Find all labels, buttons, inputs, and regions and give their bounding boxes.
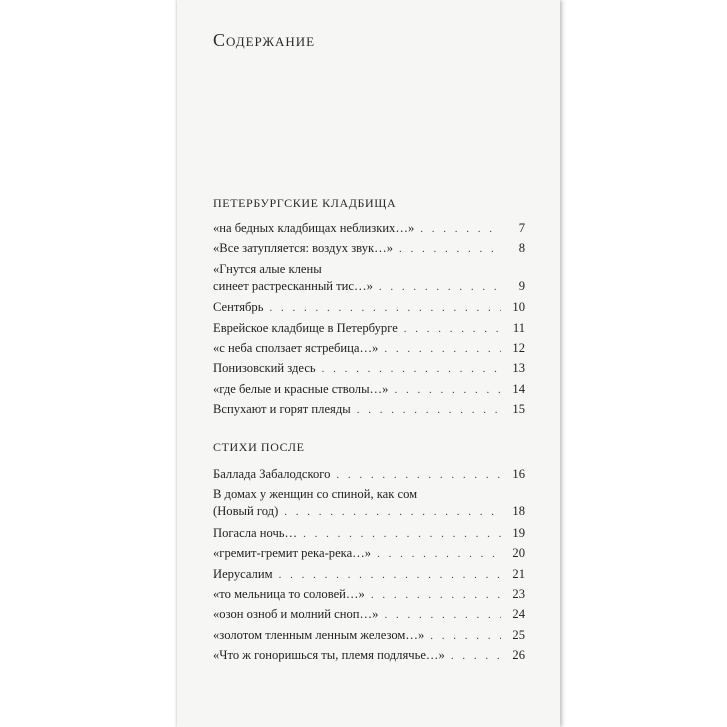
toc-entry-title: «Все затупляется: воздух звук…» xyxy=(213,241,393,256)
dot-leader xyxy=(279,567,501,584)
toc-entry-title: Баллада Забалодского xyxy=(213,467,331,481)
toc-entry xyxy=(213,525,525,542)
toc-entry-row xyxy=(213,360,525,378)
page-number: 15 xyxy=(512,402,525,417)
toc-entry-title: Вспухают и горят плеяды xyxy=(213,402,351,417)
toc-entry-row xyxy=(213,401,525,419)
page-heading: Содержание xyxy=(213,30,316,50)
page-number: 9 xyxy=(518,278,525,293)
toc-entry xyxy=(213,545,525,562)
toc-entry-title: «где белые и красные стволы…» xyxy=(213,381,389,396)
dot-leader xyxy=(269,300,501,317)
toc-entry-title: (Новый год) xyxy=(213,504,279,519)
dot-leader xyxy=(377,546,501,563)
toc-entry-title: Иерусалим xyxy=(213,566,273,581)
toc-entry-title: «то мельница то соловей…» xyxy=(213,586,365,601)
dot-leader xyxy=(451,648,501,665)
toc-entry-row xyxy=(213,240,525,258)
page-number: 14 xyxy=(512,381,525,396)
toc-entry-title: Понизовский здесь xyxy=(213,361,316,376)
toc-list-2 xyxy=(213,466,525,668)
page-number: 13 xyxy=(512,361,525,376)
section-title-1: ПЕТЕРБУРГСКИЕ КЛАДБИЩА xyxy=(213,196,397,210)
dot-leader xyxy=(384,341,501,358)
toc-entry-title: Сентябрь xyxy=(213,300,264,315)
toc-entry-title: синеет растресканный тис…» xyxy=(213,278,373,293)
toc-entry-row xyxy=(213,647,525,665)
toc-entry xyxy=(213,627,525,644)
dot-leader xyxy=(404,321,501,338)
toc-entry xyxy=(213,340,525,357)
toc-entry-row xyxy=(213,525,525,543)
page-number: 26 xyxy=(512,648,525,663)
dot-leader xyxy=(322,361,501,378)
toc-entry-row xyxy=(213,606,525,624)
toc-entry xyxy=(213,466,525,483)
toc-entry-row xyxy=(213,466,525,484)
page-number: 16 xyxy=(512,467,525,481)
toc-entry-title: Еврейское кладбище в Петербурге xyxy=(213,320,398,335)
dot-leader xyxy=(303,526,501,543)
page-number: 24 xyxy=(512,607,525,622)
dot-leader xyxy=(430,628,501,645)
toc-entry-row xyxy=(213,299,525,317)
dot-leader xyxy=(371,587,501,604)
dot-leader xyxy=(420,221,501,238)
toc-entry xyxy=(213,606,525,623)
toc-entry xyxy=(213,220,525,237)
toc-entry-row xyxy=(213,278,525,296)
page-number: 7 xyxy=(518,221,525,235)
page-number: 21 xyxy=(512,566,525,581)
page-number: 19 xyxy=(512,525,525,540)
dot-leader xyxy=(379,279,501,296)
toc-entry-title: «на бедных кладбищах неблизких…» xyxy=(213,221,415,235)
toc-entry xyxy=(213,261,525,296)
toc-entry-row xyxy=(213,381,525,399)
toc-entry-title-line: «Гнутся алые клены xyxy=(213,261,322,276)
toc-entry xyxy=(213,360,525,377)
toc-entry xyxy=(213,586,525,603)
toc-entry xyxy=(213,320,525,337)
toc-entry xyxy=(213,240,525,257)
dot-leader xyxy=(394,382,501,399)
page-number: 10 xyxy=(512,300,525,315)
page-number: 25 xyxy=(512,627,525,642)
toc-entry-row xyxy=(213,545,525,563)
toc-entry-title-line: В домах у женщин со спиной, как сом xyxy=(213,487,418,502)
dot-leader xyxy=(336,467,501,484)
toc-entry-row xyxy=(213,586,525,604)
toc-entry-title: «Что ж гоноришься ты, племя подлячье…» xyxy=(213,648,445,663)
dot-leader xyxy=(284,504,501,521)
toc-entry-title: «озон озноб и молний сноп…» xyxy=(213,607,379,622)
toc-entry-title: «золотом тленным ленным железом…» xyxy=(213,627,425,642)
toc-entry xyxy=(213,566,525,583)
toc-entry-row xyxy=(213,340,525,358)
toc-entry-title: «с неба сползает ястребица…» xyxy=(213,340,379,355)
toc-entry-row xyxy=(213,627,525,645)
dot-leader xyxy=(357,402,501,419)
page-number: 18 xyxy=(512,504,525,519)
toc-entry-row xyxy=(213,503,525,521)
dot-leader xyxy=(399,241,501,258)
toc-entry xyxy=(213,299,525,316)
toc-entry-title: Погасла ночь… xyxy=(213,525,298,540)
toc-entry-row xyxy=(213,320,525,338)
page-number: 23 xyxy=(512,586,525,601)
page-number: 8 xyxy=(518,241,525,256)
toc-entry-row xyxy=(213,566,525,584)
page-number: 12 xyxy=(512,340,525,355)
toc-entry xyxy=(213,401,525,418)
toc-list-1 xyxy=(213,220,525,422)
toc-entry-title: «гремит-гремит река-река…» xyxy=(213,546,372,561)
toc-entry xyxy=(213,486,525,521)
section-title-2: СТИХИ ПОСЛЕ xyxy=(213,440,305,454)
page-number: 20 xyxy=(512,546,525,561)
toc-entry-row xyxy=(213,220,525,238)
toc-entry xyxy=(213,381,525,398)
toc-entry xyxy=(213,647,525,664)
page-number: 11 xyxy=(512,320,525,335)
dot-leader xyxy=(384,607,501,624)
